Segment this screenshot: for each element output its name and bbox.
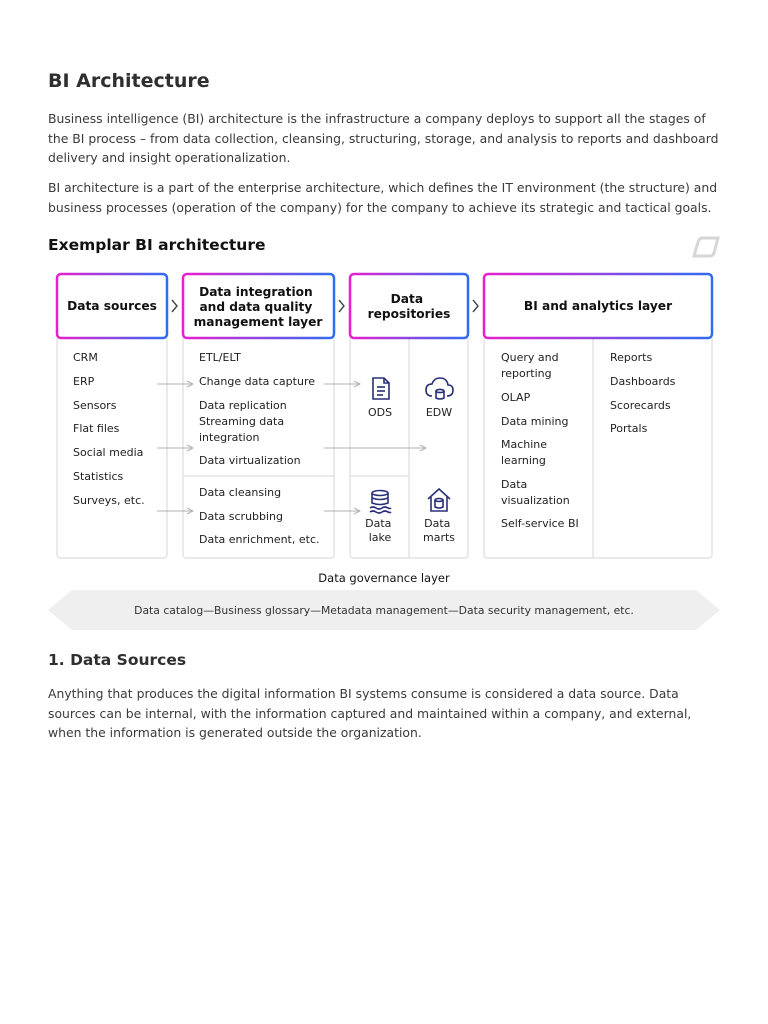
integration-item: Change data capture <box>199 375 315 388</box>
source-item: Statistics <box>73 470 124 483</box>
source-item: Flat files <box>73 422 120 435</box>
diagram-heading: Exemplar BI architecture <box>48 236 266 254</box>
governance-title: Data governance layer <box>318 571 450 585</box>
integration-item: Data cleansing <box>199 486 282 499</box>
integration-item: Data enrichment, etc. <box>199 533 320 546</box>
analytics-title: BI and analytics layer <box>523 299 673 313</box>
intro-paragraph-1: Business intelligence (BI) architecture is the infrastructure a company deploys to support all the stages of the BI process – from data collection, cleansing, structuring, storage, and analysis to reports and dashboard delivery and insight operationalization. <box>48 111 719 166</box>
analytics-item: Machine <box>501 438 548 451</box>
chevron-right-icon <box>172 300 177 312</box>
page-title: BI Architecture <box>48 70 210 92</box>
analytics-item: OLAP <box>501 391 531 404</box>
output-item: Portals <box>610 422 648 435</box>
section-title: 1. Data Sources <box>48 651 187 669</box>
ods-label: ODS <box>367 406 393 419</box>
integration-item: Streaming data <box>199 415 285 428</box>
analytics-item: Self-service BI <box>501 517 579 530</box>
integration-item: integration <box>199 431 260 444</box>
source-item: Social media <box>73 446 144 459</box>
intro-paragraph-2: BI architecture is a part of the enterprise architecture, which defines the IT environment (the structure) and business processes (operation of the company) for the company to achieve its strategic and tactical goals. <box>48 180 718 215</box>
repositories-header <box>350 274 468 338</box>
edw-label: EDW <box>425 406 453 419</box>
data-lake-label: Data lake <box>365 517 392 544</box>
analytics-item: Data mining <box>501 415 569 428</box>
integration-title: Data integration and data quality management layer <box>193 285 323 329</box>
output-item: Dashboards <box>610 375 676 388</box>
integration-item: ETL/ELT <box>199 351 241 364</box>
analytics-item: Query and <box>501 351 559 364</box>
analytics-item: reporting <box>501 367 552 380</box>
source-item: Sensors <box>73 399 117 412</box>
source-item: CRM <box>73 351 98 364</box>
repositories-title: Data repositories <box>367 292 451 321</box>
integration-item: Data scrubbing <box>199 510 284 523</box>
source-item: ERP <box>73 375 95 388</box>
integration-panel <box>183 336 334 558</box>
sources-title: Data sources <box>67 299 157 313</box>
chevron-right-icon <box>339 300 344 312</box>
analytics-item: learning <box>501 454 546 467</box>
analytics-item: Data <box>501 478 528 491</box>
section-paragraph: Anything that produces the digital information BI systems consume is considered a data source. Data sources can be internal, with the information captured and maintained within a company, and external, when the information is generated outside the organization. <box>48 686 692 741</box>
bi-architecture-diagram <box>0 228 768 638</box>
brand-logo-icon <box>694 238 718 256</box>
source-item: Surveys, etc. <box>73 494 145 507</box>
output-item: Scorecards <box>610 399 671 412</box>
analytics-item: visualization <box>501 494 570 507</box>
output-item: Reports <box>610 351 653 364</box>
chevron-right-icon <box>473 300 478 312</box>
governance-band-text: Data catalog—Business glossary—Metadata management—Data security management, etc. <box>134 604 634 617</box>
integration-item: Data replication <box>199 399 287 412</box>
integration-item: Data virtualization <box>199 454 301 467</box>
data-marts-label: Data marts <box>422 517 456 544</box>
